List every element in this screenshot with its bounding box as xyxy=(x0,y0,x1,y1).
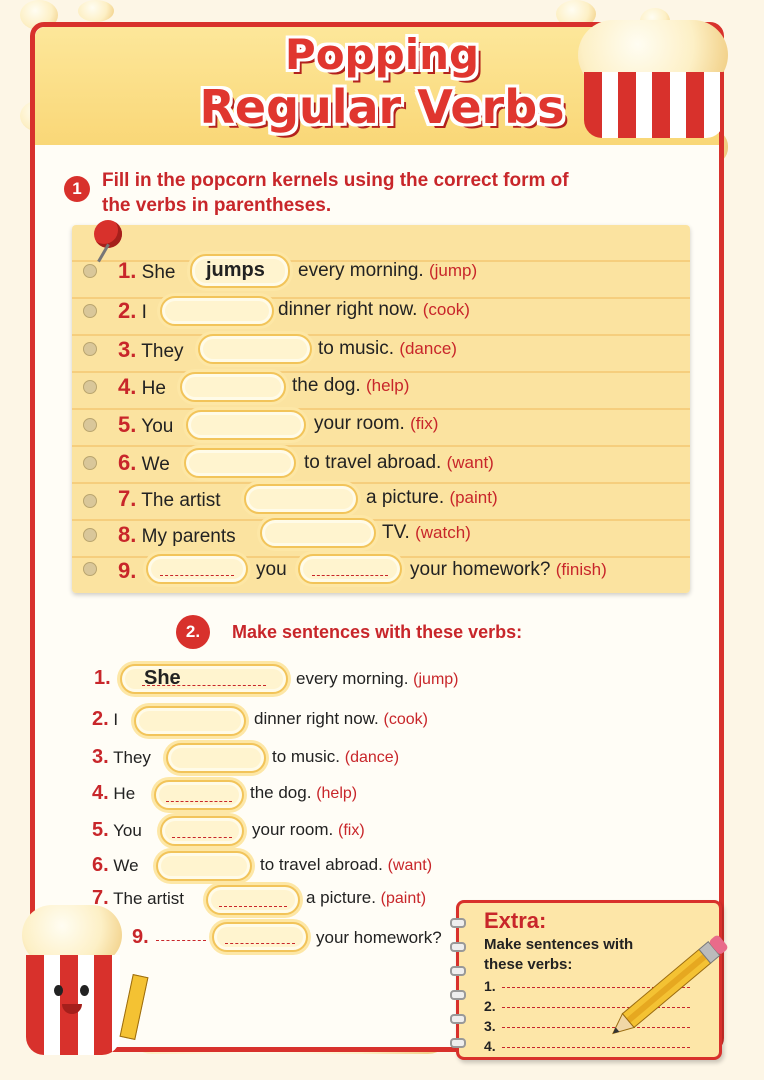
s1-item-suffix: TV. (watch) xyxy=(382,522,471,543)
notebook-spiral xyxy=(450,942,466,952)
extra-answer-line[interactable]: 4. xyxy=(484,1038,690,1054)
s2-item-suffix: your homework? xyxy=(316,928,442,947)
s1-item-suffix: the dog. (help) xyxy=(292,375,410,396)
paper-hole xyxy=(83,456,97,470)
extra-answer-line[interactable]: 3. xyxy=(484,1018,690,1034)
sentence-answer-blank[interactable] xyxy=(212,922,308,952)
kernel-answer-text: jumps xyxy=(206,259,265,281)
s2-item-prefix: 4. He xyxy=(92,782,136,804)
s1-item-prefix: 9. xyxy=(118,558,137,583)
s2-item-suffix: every morning. (jump) xyxy=(296,669,459,688)
extra-subtitle: Make sentences with these verbs: xyxy=(484,936,634,973)
section2-instruction: Make sentences with these verbs: xyxy=(232,622,523,642)
page-title-line1: Popping xyxy=(284,30,480,79)
paper-hole xyxy=(83,494,97,508)
s1-item-prefix: 3. They xyxy=(118,337,184,362)
paper-hole xyxy=(83,528,97,542)
s2-item-suffix: to travel abroad. (want) xyxy=(260,855,433,874)
s1-item-prefix: 7. The artist xyxy=(118,486,221,511)
notebook-spiral xyxy=(450,966,466,976)
kernel-answer-blank[interactable] xyxy=(260,518,376,548)
sentence-answer-text: She xyxy=(144,667,181,689)
paper-hole xyxy=(83,418,97,432)
extra-answer-line[interactable]: 1. xyxy=(484,978,690,994)
s1-item-prefix: 5. You xyxy=(118,412,174,437)
s1-item-prefix: 2. I xyxy=(118,298,147,323)
extra-title: Extra: xyxy=(484,908,547,933)
s1-item-suffix: a picture. (paint) xyxy=(366,487,498,508)
s2-item-suffix: the dog. (help) xyxy=(250,783,358,802)
kernel-answer-blank[interactable] xyxy=(160,296,274,326)
section2-number-badge: 2. xyxy=(176,615,210,649)
s2-item-prefix: 6. We xyxy=(92,854,139,876)
kernel-answer-blank[interactable] xyxy=(298,554,402,584)
s1-item-prefix: 6. We xyxy=(118,450,170,475)
pencil-icon xyxy=(596,926,746,1046)
s2-item-prefix: 7. The artist xyxy=(92,887,184,909)
kernel-answer-blank[interactable] xyxy=(186,410,306,440)
paper-hole xyxy=(83,264,97,278)
s2-item-suffix: your room. (fix) xyxy=(252,820,365,839)
answer-dashline xyxy=(156,940,206,941)
s2-item-suffix: dinner right now. (cook) xyxy=(254,709,428,728)
s2-item-suffix: to music. (dance) xyxy=(272,747,400,766)
kernel-answer-blank[interactable] xyxy=(180,372,286,402)
paper-hole xyxy=(83,304,97,318)
s2-item-prefix: 2. I xyxy=(92,708,119,730)
notebook-spiral xyxy=(450,990,466,1000)
sentence-answer-blank[interactable] xyxy=(166,743,266,773)
paper-hole xyxy=(83,380,97,394)
s2-item-prefix: 9. xyxy=(132,926,149,948)
s1-item-suffix: your homework? (finish) xyxy=(410,559,607,580)
paper-hole xyxy=(83,342,97,356)
sentence-answer-blank[interactable] xyxy=(160,816,244,846)
kernel-answer-blank[interactable] xyxy=(244,484,358,514)
s2-item-prefix: 1. xyxy=(94,667,111,689)
extra-answer-line[interactable]: 2. xyxy=(484,998,690,1014)
s2-item-suffix: a picture. (paint) xyxy=(306,888,427,907)
s1-item-suffix: every morning. (jump) xyxy=(298,260,478,281)
notebook-spiral xyxy=(450,1014,466,1024)
s1-item-mid: you xyxy=(256,559,287,580)
s1-item-suffix: dinner right now. (cook) xyxy=(278,299,470,320)
s1-item-suffix: to music. (dance) xyxy=(318,338,457,359)
s1-item-prefix: 4. He xyxy=(118,374,166,399)
paper-hole xyxy=(83,562,97,576)
page-title-line2: Regular Verbs xyxy=(199,80,565,134)
s2-item-prefix: 5. You xyxy=(92,819,142,841)
notebook-spiral xyxy=(450,918,466,928)
s2-item-prefix: 3. They xyxy=(92,746,151,768)
s1-item-prefix: 1. She xyxy=(118,258,176,283)
sentence-answer-blank[interactable] xyxy=(206,885,300,915)
section1-number-badge: 1 xyxy=(64,176,90,202)
s1-item-suffix: to travel abroad. (want) xyxy=(304,452,494,473)
sentence-answer-blank[interactable] xyxy=(134,706,246,736)
sentence-answer-blank[interactable] xyxy=(154,780,244,810)
notebook-spiral xyxy=(450,1038,466,1048)
kernel-answer-blank[interactable] xyxy=(184,448,296,478)
kernel-answer-blank[interactable] xyxy=(198,334,312,364)
sentence-answer-blank[interactable] xyxy=(156,851,252,881)
section1-instruction: Fill in the popcorn kernels using the correct form of the verbs in parentheses. xyxy=(102,170,569,216)
s1-item-prefix: 8. My parents xyxy=(118,522,236,547)
s1-item-suffix: your room. (fix) xyxy=(314,413,439,434)
kernel-answer-blank[interactable] xyxy=(146,554,248,584)
